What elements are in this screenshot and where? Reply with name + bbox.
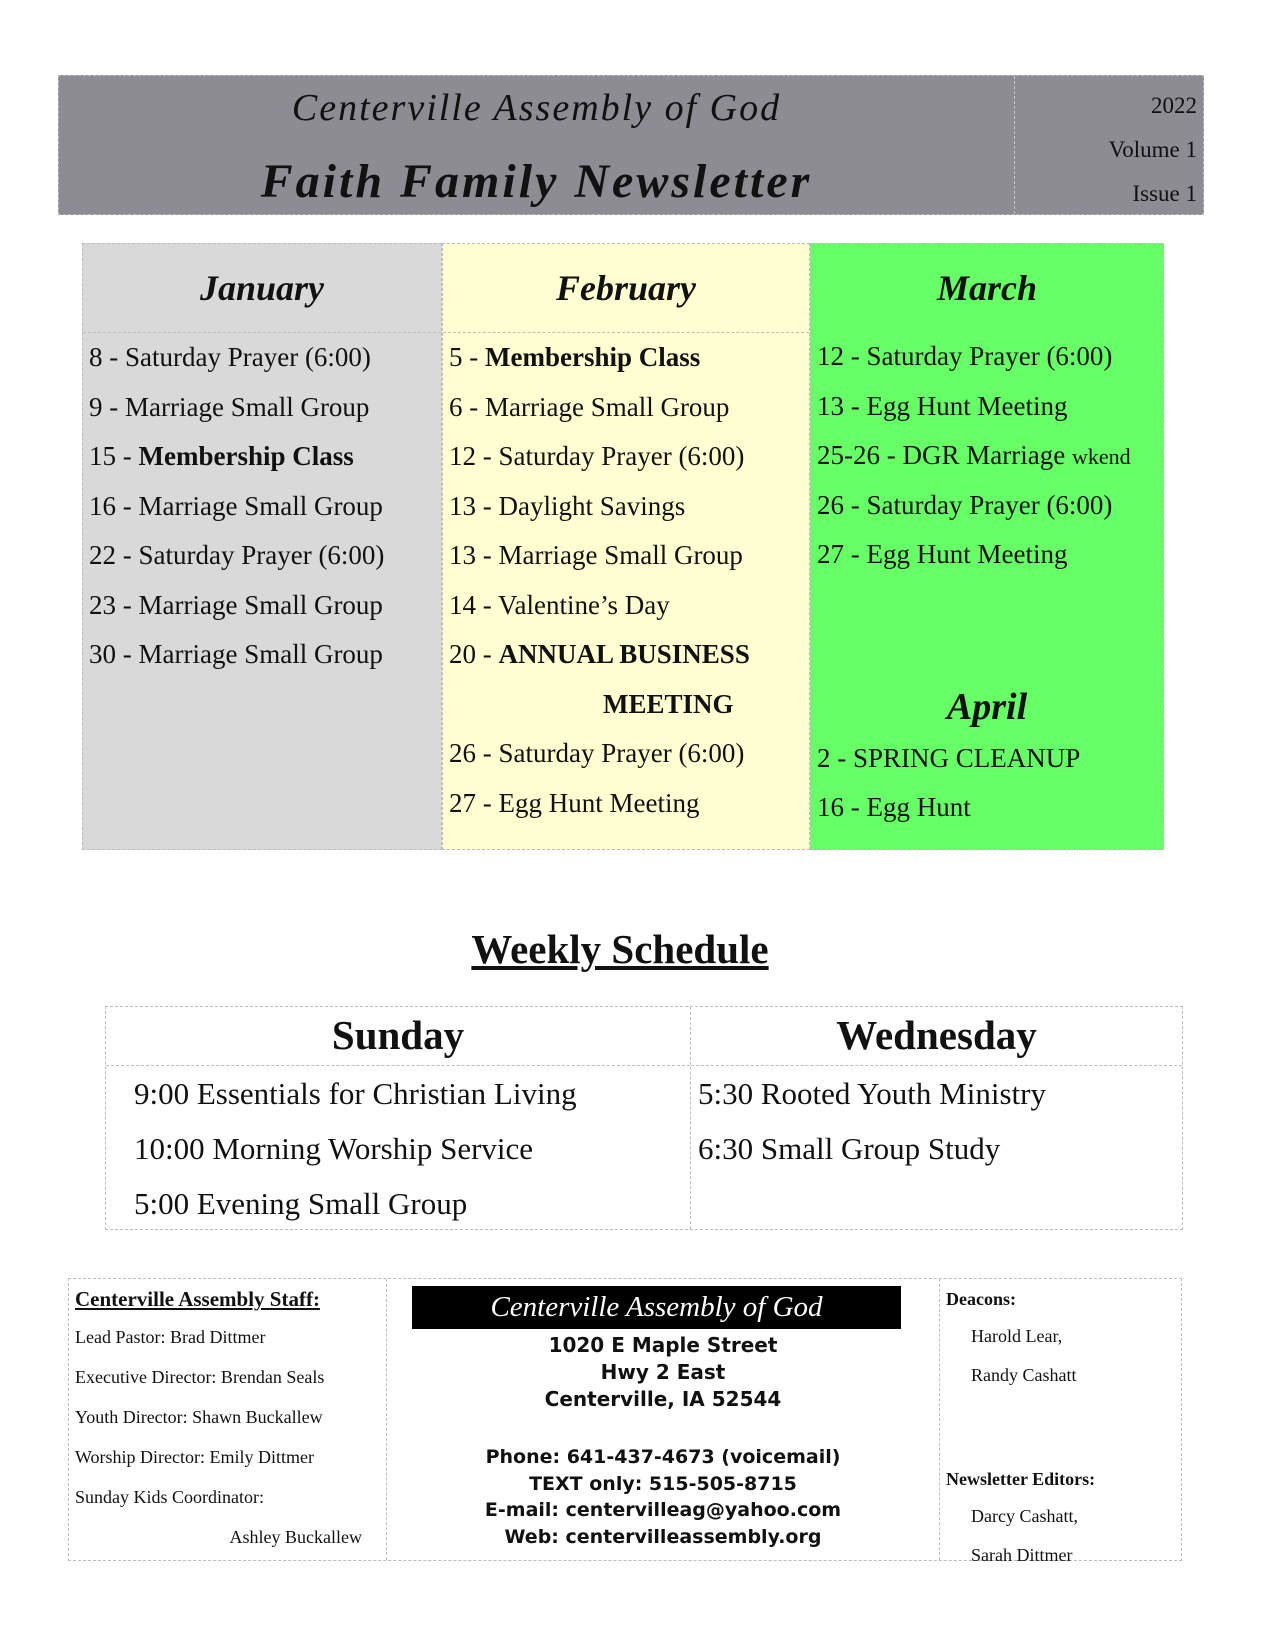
contact-email: E-mail: centervilleag@yahoo.com: [484, 1499, 842, 1521]
editors-label: Newsletter Editors:: [946, 1469, 1096, 1489]
editors-list: [946, 1497, 1175, 1575]
event-date: 2 -: [817, 742, 853, 773]
event-date: 5 -: [449, 342, 485, 372]
schedule-item: 9:00 Essentials for Christian Living: [134, 1076, 577, 1111]
event-name: Egg Hunt Meeting: [866, 390, 1068, 421]
calendar-column-february: [442, 243, 810, 850]
address-city: Centerville, IA 52544: [544, 1387, 782, 1411]
newsletter-header: [58, 75, 1204, 215]
event-name: Marriage Small Group: [498, 540, 743, 570]
calendar-event: [443, 729, 809, 779]
staff-item: Youth Director: Shawn Buckallew: [75, 1407, 323, 1427]
calendar-event: [811, 734, 1163, 784]
event-date: 27 -: [449, 787, 499, 818]
calendar-event: [811, 530, 1163, 580]
month-title: February: [443, 244, 809, 333]
staff-item: Worship Director: Emily Dittmer: [75, 1447, 315, 1467]
calendar-column-january: [82, 243, 442, 850]
calendar-event: [811, 332, 1163, 382]
church-name: Centerville Assembly of God: [291, 87, 782, 129]
issue-volume: Volume 1: [1108, 137, 1197, 162]
schedule-list: [691, 1066, 1182, 1176]
month-title: March: [936, 268, 1038, 308]
contact-web: Web: centervilleassembly.org: [504, 1525, 822, 1548]
calendar-event: [811, 783, 1163, 833]
event-name-suffix: wkend: [1071, 444, 1131, 469]
event-name: Marriage Small Group: [125, 391, 370, 422]
weekly-schedule: [105, 1006, 1183, 1230]
event-date: 8 -: [89, 342, 125, 372]
address-street: 1020 E Maple Street: [548, 1333, 778, 1357]
day-title: Sunday: [106, 1007, 690, 1066]
events-calendar: [82, 243, 1164, 850]
event-date: 12 -: [449, 441, 499, 471]
calendar-event: [83, 581, 441, 631]
event-name: Marriage Small Group: [138, 589, 383, 620]
contact-text: TEXT only: 515-505-8715: [529, 1472, 797, 1495]
contact-phone: Phone: 641-437-4673 (voicemail): [485, 1446, 841, 1468]
event-name: Egg Hunt Meeting: [866, 539, 1068, 569]
event-list: [443, 333, 809, 828]
day-title: Wednesday: [691, 1007, 1182, 1066]
event-list: [811, 332, 1163, 580]
calendar-event: [83, 630, 441, 680]
issue-year: 2022: [1151, 93, 1197, 118]
staff-item: Executive Director: Brendan Seals: [75, 1367, 325, 1387]
footer-info: [68, 1278, 1182, 1565]
schedule-item: 10:00 Morning Worship Service: [134, 1131, 534, 1166]
event-name: DGR Marriage: [902, 440, 1072, 470]
event-date: 14 -: [449, 589, 499, 620]
event-name: Marriage Small Group: [138, 490, 383, 521]
weekly-schedule-title: Weekly Schedule: [471, 926, 769, 972]
calendar-column-march-april: [810, 243, 1164, 850]
calendar-event: [83, 531, 441, 581]
staff-item: Ashley Buckallew: [229, 1527, 362, 1547]
event-date: 16 -: [817, 792, 867, 822]
event-date: 23 -: [89, 589, 139, 620]
event-date: 13 -: [449, 540, 499, 570]
event-name: Egg Hunt: [866, 792, 971, 822]
church-banner: Centerville Assembly of God: [412, 1286, 901, 1329]
contact-details: [387, 1444, 939, 1550]
deacons-section: [940, 1279, 1181, 1565]
calendar-event: [83, 383, 441, 433]
event-name: SPRING CLEANUP: [853, 742, 1081, 773]
event-list: [83, 333, 441, 680]
event-name: Daylight Savings: [498, 490, 686, 521]
schedule-column-wednesday: [691, 1007, 1182, 1229]
staff-title: Centerville Assembly Staff:: [75, 1287, 320, 1311]
event-date: 25-26 -: [817, 440, 903, 470]
event-date: 12 -: [817, 341, 867, 371]
event-name: ANNUAL BUSINESS: [498, 639, 750, 669]
staff-list: [75, 1317, 380, 1557]
calendar-event: [443, 531, 809, 581]
newsletter-title: Faith Family Newsletter: [260, 155, 813, 208]
staff-section: [69, 1279, 387, 1560]
calendar-event: [83, 482, 441, 532]
issue-number: Issue 1: [1132, 181, 1197, 206]
event-name: Saturday Prayer (6:00): [866, 341, 1113, 371]
calendar-event: [443, 630, 809, 680]
event-date: 13 -: [817, 390, 867, 421]
calendar-event: [811, 382, 1163, 432]
staff-item: Lead Pastor: Brad Dittmer: [75, 1327, 266, 1347]
event-date: 9 -: [89, 391, 125, 422]
editor-name: Sarah Dittmer: [971, 1545, 1073, 1565]
event-name: Egg Hunt Meeting: [498, 787, 700, 818]
editor-name: Darcy Cashatt,: [971, 1506, 1078, 1526]
calendar-event: [443, 383, 809, 433]
deacon-name: Harold Lear,: [971, 1326, 1063, 1346]
event-name: Saturday Prayer (6:00): [498, 738, 745, 768]
event-name: Valentine’s Day: [498, 589, 670, 620]
event-date: 26 -: [817, 489, 867, 520]
calendar-event: [83, 333, 441, 383]
event-name: Saturday Prayer (6:00): [866, 489, 1113, 520]
address-hwy: Hwy 2 East: [600, 1360, 726, 1384]
church-address: [387, 1332, 939, 1413]
calendar-event: [443, 432, 809, 482]
calendar-event: [811, 481, 1163, 531]
event-date: 15 -: [89, 441, 139, 471]
event-date: 30 -: [89, 639, 139, 669]
event-date: 20 -: [449, 639, 499, 669]
event-name: Saturday Prayer (6:00): [138, 540, 385, 570]
calendar-event: [83, 432, 441, 482]
event-name: Marriage Small Group: [485, 391, 730, 422]
header-titles: [59, 76, 1015, 214]
event-date: 13 -: [449, 490, 499, 521]
calendar-event: [443, 333, 809, 383]
calendar-event: [443, 581, 809, 631]
schedule-column-sunday: [106, 1007, 691, 1229]
event-date: 6 -: [449, 391, 485, 422]
schedule-item: 6:30 Small Group Study: [698, 1131, 1001, 1166]
event-date: 16 -: [89, 490, 139, 521]
month-title: April: [946, 685, 1028, 728]
event-date: 27 -: [817, 539, 867, 569]
issue-info: [1109, 84, 1197, 216]
schedule-list: [106, 1066, 690, 1231]
event-name: Saturday Prayer (6:00): [498, 441, 745, 471]
schedule-item: 5:30 Rooted Youth Ministry: [698, 1076, 1046, 1111]
event-date: 26 -: [449, 738, 499, 768]
calendar-event: [443, 482, 809, 532]
event-name: Saturday Prayer (6:00): [125, 342, 371, 372]
contact-section: [387, 1279, 940, 1560]
calendar-event: [443, 779, 809, 829]
deacons-label: Deacons:: [946, 1289, 1016, 1309]
month-title: January: [83, 244, 441, 333]
event-name: Marriage Small Group: [138, 639, 383, 669]
schedule-item: 5:00 Evening Small Group: [134, 1186, 468, 1221]
event-name: Membership Class: [138, 441, 354, 471]
staff-item: Sunday Kids Coordinator:: [75, 1487, 264, 1507]
calendar-event: MEETING: [603, 688, 734, 719]
event-date: 22 -: [89, 540, 139, 570]
deacons-list: [946, 1317, 1175, 1395]
event-name: Membership Class: [485, 342, 701, 372]
calendar-event: [811, 431, 1163, 481]
event-list: [811, 734, 1163, 833]
deacon-name: Randy Cashatt: [971, 1365, 1077, 1385]
